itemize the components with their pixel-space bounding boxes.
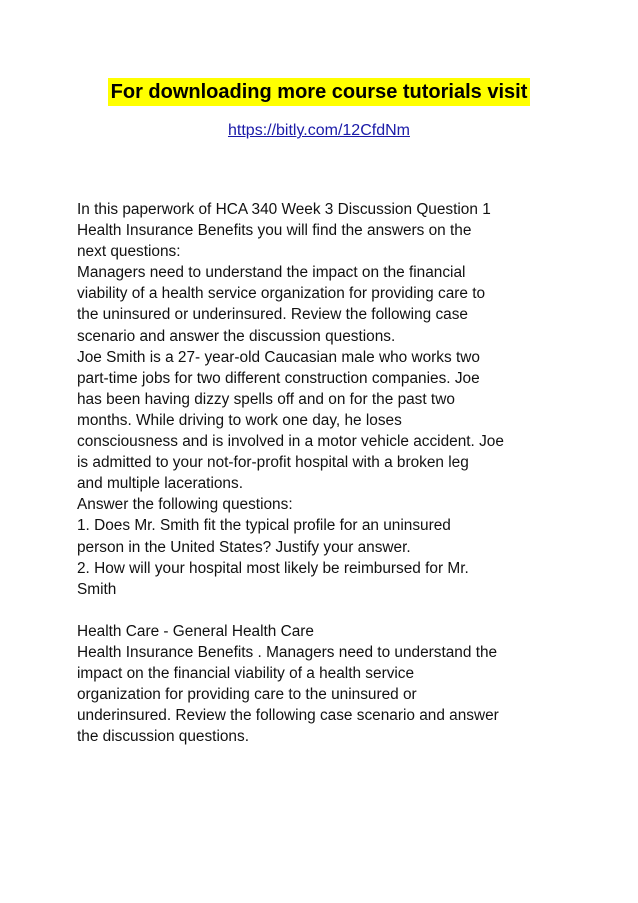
text-line: underinsured. Review the following case scenario and answer (77, 707, 499, 725)
tutorial-link-row (0, 120, 638, 142)
text-line: Health Insurance Benefits you will find the answers on the (77, 222, 472, 240)
text-line: Health Insurance Benefits . Managers need to understand the (77, 643, 498, 661)
text-line: Joe Smith is a 27- year-old Caucasian male who works two (77, 348, 480, 366)
text-line: scenario and answer the discussion questions. (77, 327, 396, 345)
text-line: Answer the following questions: (77, 496, 293, 514)
text-line: Managers need to understand the impact on the financial (77, 264, 466, 282)
text-line: 1. Does Mr. Smith fit the typical profile for an uninsured (77, 517, 451, 535)
text-line: months. While driving to work one day, he loses (77, 411, 402, 429)
header (0, 78, 638, 106)
text-line: consciousness and is involved in a motor vehicle accident. Joe (77, 433, 504, 451)
text-line: and multiple lacerations. (77, 475, 243, 493)
text-line: is admitted to your not-for-profit hospital with a broken leg (77, 454, 469, 472)
text-line: impact on the financial viability of a health service (77, 665, 415, 683)
text-line: part-time jobs for two different construction companies. Joe (77, 369, 480, 387)
body-text (77, 199, 567, 747)
text-line: 2. How will your hospital most likely be reimbursed for Mr. (77, 559, 469, 577)
tutorial-link[interactable]: https://bitly.com/12CfdNm (228, 122, 410, 139)
text-line: Smith (77, 580, 117, 598)
paragraph-block-2 (77, 621, 567, 748)
text-line: In this paperwork of HCA 340 Week 3 Discussion Question 1 (77, 201, 491, 218)
text-line: organization for providing care to the uninsured or (77, 686, 417, 704)
text-line: next questions: (77, 243, 181, 261)
text-line: the discussion questions. (77, 728, 249, 746)
text-line: viability of a health service organization for providing care to (77, 285, 486, 303)
text-line: Health Care - General Health Care (77, 622, 314, 640)
text-line: has been having dizzy spells off and on for the past two (77, 390, 455, 408)
paragraph-gap (77, 600, 567, 621)
text-line: the uninsured or underinsured. Review the following case (77, 306, 468, 324)
headline: For downloading more course tutorials visit (108, 78, 531, 106)
paragraph-block-1 (77, 199, 567, 600)
text-line: person in the United States? Justify your answer. (77, 538, 411, 556)
